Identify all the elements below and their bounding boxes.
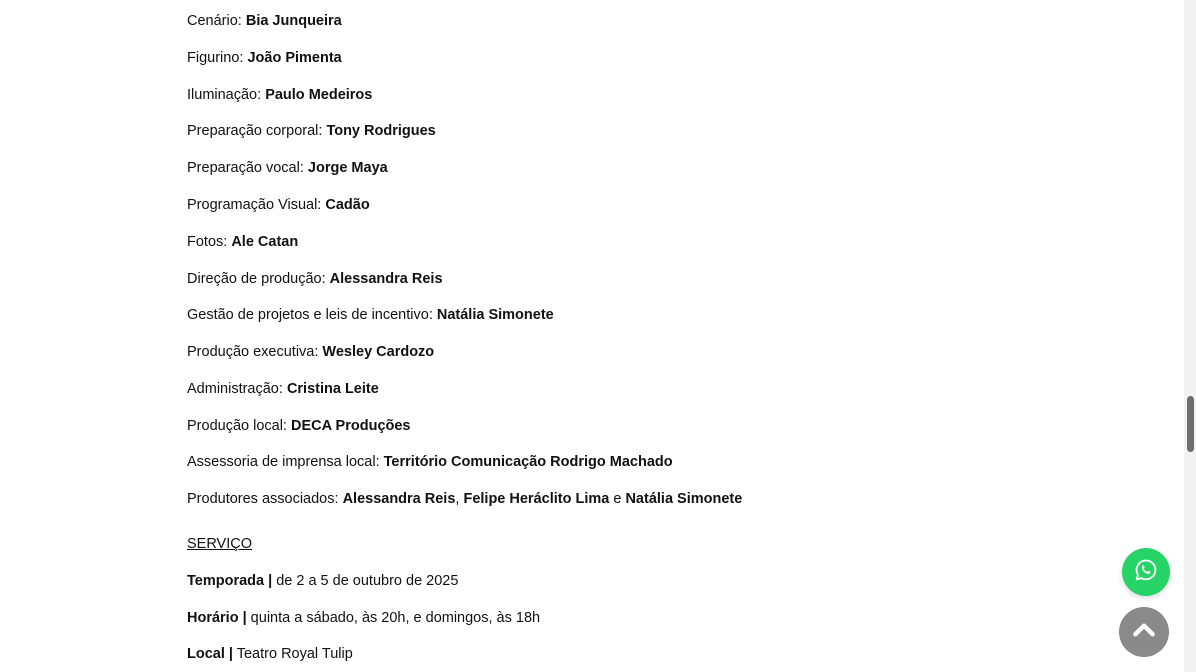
credit-name: DECA Produções bbox=[290, 418, 411, 434]
credit-line-preparacao-vocal bbox=[187, 158, 388, 178]
credit-name: João Pimenta bbox=[247, 50, 342, 66]
credit-line-cenario bbox=[187, 11, 342, 31]
credit-name: Natália Simonete bbox=[436, 307, 554, 323]
credit-line-iluminacao bbox=[187, 85, 372, 105]
credit-label: Administração: bbox=[187, 381, 287, 397]
info-label: Local | bbox=[187, 646, 233, 662]
credit-name: Alessandra Reis bbox=[329, 271, 443, 287]
credit-name: Cadão bbox=[325, 197, 370, 213]
whatsapp-icon bbox=[1134, 558, 1158, 587]
credit-line-assessoria-imprensa bbox=[187, 452, 673, 472]
info-line-temporada bbox=[187, 571, 458, 591]
credit-name: Jorge Maya bbox=[307, 160, 388, 176]
credit-label: Produtores associados: bbox=[187, 491, 343, 507]
credit-line-figurino bbox=[187, 48, 342, 68]
vertical-scrollbar[interactable] bbox=[1184, 0, 1196, 672]
credit-label: Fotos: bbox=[187, 234, 232, 250]
credit-label: Programação Visual: bbox=[187, 197, 326, 213]
info-line-horario bbox=[187, 608, 540, 628]
credit-line-producao-executiva bbox=[187, 342, 434, 362]
info-label: Temporada | bbox=[187, 573, 273, 589]
credit-name: Bia Junqueira bbox=[245, 13, 342, 29]
credit-label: Figurino: bbox=[187, 50, 248, 66]
credit-line-administracao bbox=[187, 379, 379, 399]
credit-label: Cenário: bbox=[187, 13, 246, 29]
credit-line-producao-local bbox=[187, 416, 411, 436]
info-value: Teatro Royal Tulip bbox=[232, 646, 353, 662]
info-line-local bbox=[187, 644, 353, 664]
credit-name: Território Comunicação Rodrigo Machado bbox=[383, 454, 673, 470]
credit-label: Preparação corporal: bbox=[187, 123, 327, 139]
info-value: quinta a sábado, às 20h, e domingos, às 18h bbox=[246, 610, 541, 626]
chevron-up-icon bbox=[1131, 617, 1157, 648]
credit-line-produtores-associados bbox=[187, 489, 742, 509]
credit-label: Assessoria de imprensa local: bbox=[187, 454, 384, 470]
credit-line-gestao-projetos bbox=[187, 305, 554, 325]
credit-label: Gestão de projetos e leis de incentivo: bbox=[187, 307, 437, 323]
credit-label: Direção de produção: bbox=[187, 271, 330, 287]
credit-name: Ale Catan bbox=[231, 234, 299, 250]
credit-line-preparacao-corporal bbox=[187, 121, 436, 141]
associate-name-2: Felipe Heráclito Lima bbox=[463, 491, 610, 507]
associate-name-3: Natália Simonete bbox=[625, 491, 743, 507]
separator: , bbox=[455, 491, 464, 507]
info-value: de 2 a 5 de outubro de 2025 bbox=[272, 573, 459, 589]
info-label: Horário | bbox=[187, 610, 247, 626]
credit-line-programacao-visual bbox=[187, 195, 370, 215]
credit-line-direcao-producao bbox=[187, 269, 443, 289]
credit-name: Wesley Cardozo bbox=[322, 344, 435, 360]
service-heading: SERVIÇO bbox=[187, 536, 253, 552]
credit-name: Cristina Leite bbox=[286, 381, 379, 397]
credit-line-fotos bbox=[187, 232, 298, 252]
scrollbar-thumb[interactable] bbox=[1187, 396, 1194, 452]
whatsapp-button[interactable] bbox=[1122, 548, 1170, 596]
credit-label: Produção local: bbox=[187, 418, 291, 434]
credit-label: Iluminação: bbox=[187, 87, 266, 103]
associate-name-1: Alessandra Reis bbox=[342, 491, 456, 507]
credit-label: Preparação vocal: bbox=[187, 160, 308, 176]
scroll-to-top-button[interactable] bbox=[1119, 607, 1169, 657]
credit-name: Tony Rodrigues bbox=[326, 123, 436, 139]
credit-label: Produção executiva: bbox=[187, 344, 323, 360]
credit-name: Paulo Medeiros bbox=[265, 87, 373, 103]
separator: e bbox=[609, 491, 626, 507]
